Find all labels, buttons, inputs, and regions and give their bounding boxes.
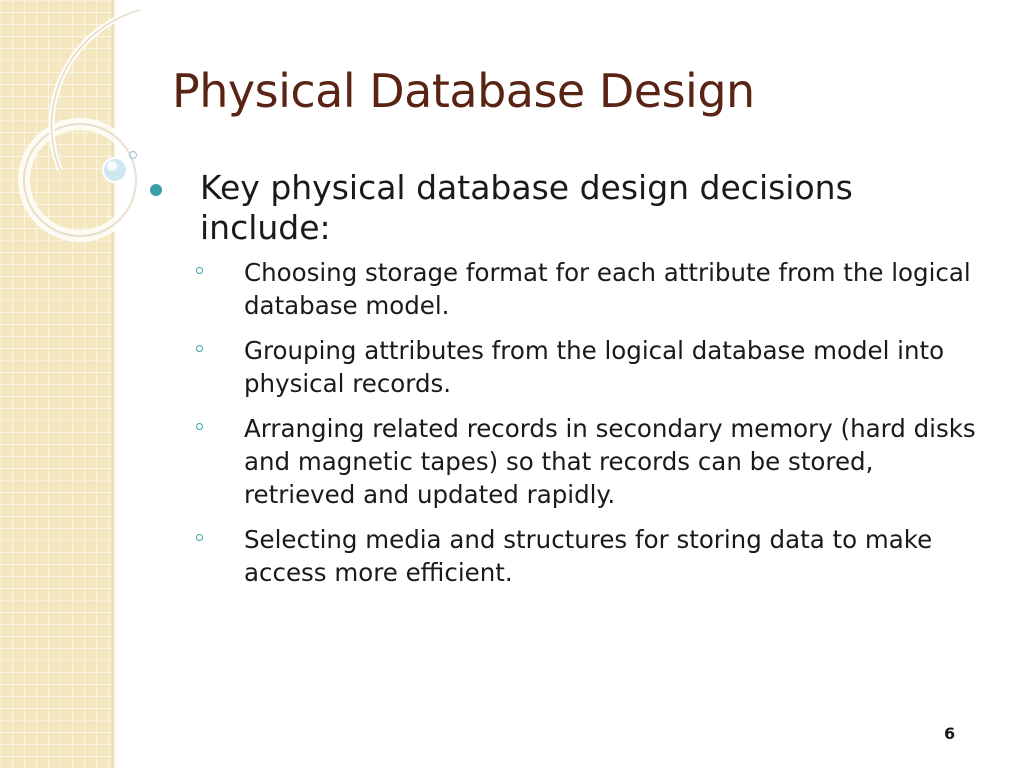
main-bullet — [150, 168, 980, 248]
slide-title: Physical Database Design — [172, 64, 755, 118]
sub-bullet-item — [150, 412, 980, 511]
bullet-dot-icon — [150, 184, 162, 196]
sub-bullet-text: Choosing storage format for each attribute from the logical database model. — [244, 258, 971, 320]
page-number: 6 — [944, 724, 956, 743]
bullet-ring-icon — [196, 267, 203, 274]
bullet-ring-icon — [196, 423, 203, 430]
sub-bullet-text: Arranging related records in secondary memory (hard disks and magnetic tapes) so that records can be stored, retrieved and updated rapidly. — [244, 414, 976, 509]
sub-bullet-list — [150, 256, 980, 589]
sub-bullet-item — [150, 256, 980, 322]
sub-bullet-item — [150, 334, 980, 400]
main-bullet-text: Key physical database design decisions include: — [200, 168, 853, 247]
slide-content — [150, 168, 980, 601]
sub-bullet-text: Selecting media and structures for storing data to make access more efficient. — [244, 525, 933, 587]
bullet-ring-icon — [196, 534, 203, 541]
bullet-ring-icon — [196, 345, 203, 352]
sub-bullet-text: Grouping attributes from the logical database model into physical records. — [244, 336, 945, 398]
sub-bullet-item — [150, 523, 980, 589]
